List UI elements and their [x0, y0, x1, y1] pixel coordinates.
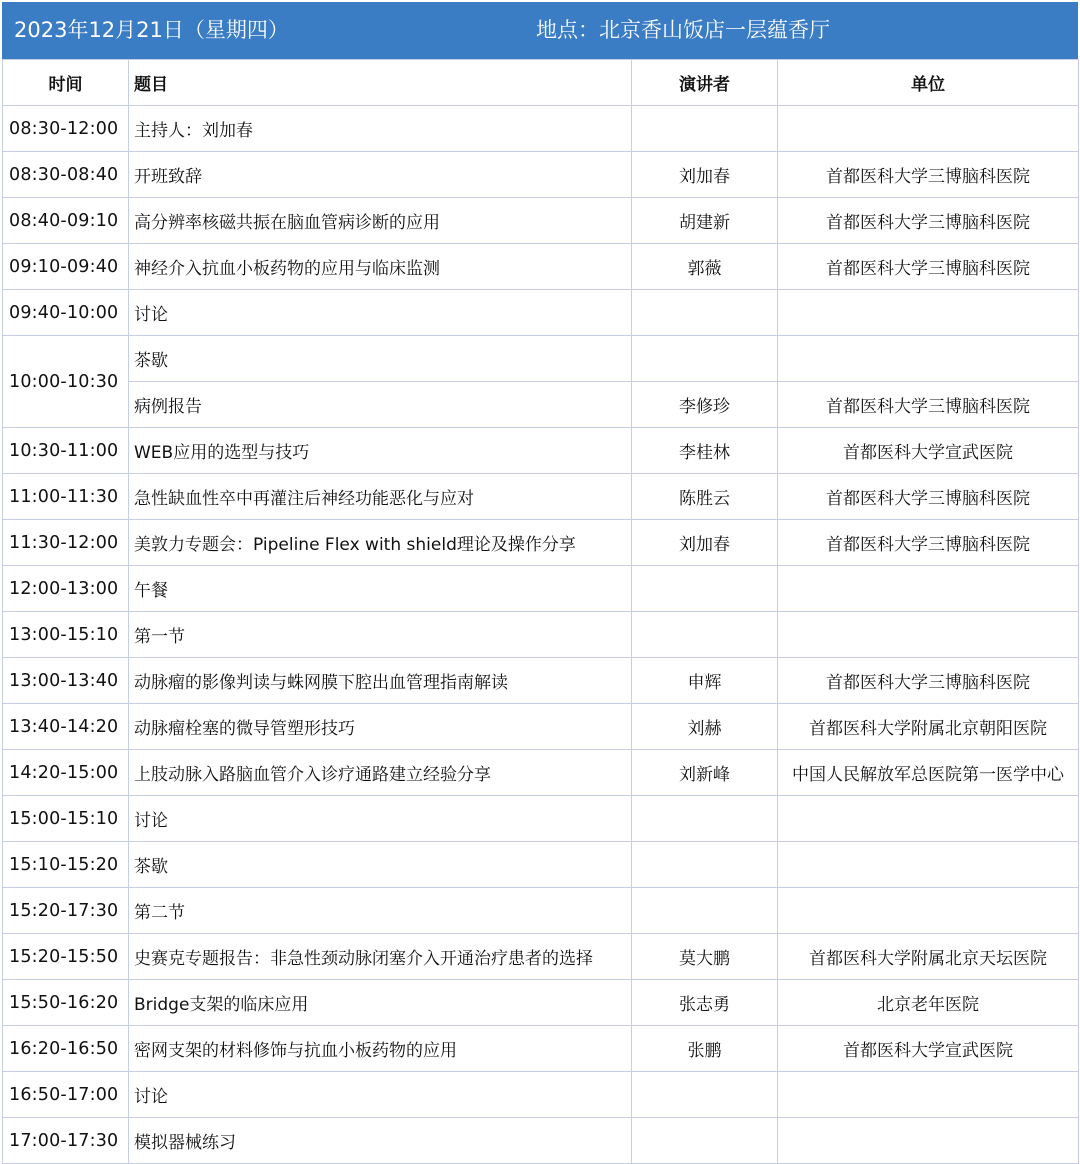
topic-cell: 上肢动脉入路脑血管介入诊疗通路建立经验分享 — [129, 750, 632, 796]
time-cell: 08:40-09:10 — [3, 198, 129, 244]
time-cell: 17:00-17:30 — [3, 1118, 129, 1164]
speaker-cell: 莫大鹏 — [632, 934, 778, 980]
unit-cell — [778, 796, 1079, 842]
topic-cell: 主持人：刘加春 — [129, 106, 632, 152]
topic-cell: 动脉瘤的影像判读与蛛网膜下腔出血管理指南解读 — [129, 658, 632, 704]
table-row — [3, 934, 1079, 980]
time-cell: 10:30-11:00 — [3, 428, 129, 474]
agenda-body — [3, 106, 1079, 1164]
header-banner — [2, 2, 1078, 59]
column-header-time: 时间 — [3, 60, 129, 106]
unit-cell: 首都医科大学三博脑科医院 — [778, 198, 1079, 244]
speaker-cell: 刘新峰 — [632, 750, 778, 796]
table-row — [3, 980, 1079, 1026]
table-row — [3, 474, 1079, 520]
unit-cell — [778, 106, 1079, 152]
table-row — [3, 750, 1079, 796]
speaker-cell — [632, 842, 778, 888]
unit-cell: 北京老年医院 — [778, 980, 1079, 1026]
time-cell: 13:00-13:40 — [3, 658, 129, 704]
table-row — [3, 198, 1079, 244]
topic-cell: 病例报告 — [129, 382, 632, 428]
topic-cell: 讨论 — [129, 1072, 632, 1118]
unit-cell — [778, 888, 1079, 934]
table-row — [3, 1026, 1079, 1072]
unit-cell: 首都医科大学三博脑科医院 — [778, 658, 1079, 704]
topic-cell: 史赛克专题报告：非急性颈动脉闭塞介入开通治疗患者的选择 — [129, 934, 632, 980]
topic-cell: 动脉瘤栓塞的微导管塑形技巧 — [129, 704, 632, 750]
unit-cell — [778, 1072, 1079, 1118]
time-cell: 14:20-15:00 — [3, 750, 129, 796]
speaker-cell — [632, 336, 778, 382]
topic-cell: 开班致辞 — [129, 152, 632, 198]
topic-cell: WEB应用的选型与技巧 — [129, 428, 632, 474]
topic-cell: 第二节 — [129, 888, 632, 934]
speaker-cell: 李桂林 — [632, 428, 778, 474]
time-cell: 12:00-13:00 — [3, 566, 129, 612]
table-row — [3, 244, 1079, 290]
time-cell: 16:50-17:00 — [3, 1072, 129, 1118]
speaker-cell: 郭薇 — [632, 244, 778, 290]
table-row — [3, 290, 1079, 336]
time-cell: 09:10-09:40 — [3, 244, 129, 290]
topic-cell: 茶歇 — [129, 336, 632, 382]
table-row — [3, 658, 1079, 704]
time-cell: 10:00-10:30 — [3, 336, 129, 428]
table-row — [3, 1072, 1079, 1118]
unit-cell: 首都医科大学三博脑科医院 — [778, 152, 1079, 198]
unit-cell: 中国人民解放军总医院第一医学中心 — [778, 750, 1079, 796]
time-cell: 15:00-15:10 — [3, 796, 129, 842]
unit-cell — [778, 566, 1079, 612]
time-cell: 11:00-11:30 — [3, 474, 129, 520]
speaker-cell — [632, 290, 778, 336]
unit-cell: 首都医科大学附属北京天坛医院 — [778, 934, 1079, 980]
unit-cell — [778, 842, 1079, 888]
agenda-table — [2, 59, 1079, 1164]
topic-cell: 讨论 — [129, 290, 632, 336]
speaker-cell — [632, 106, 778, 152]
table-row — [3, 888, 1079, 934]
speaker-cell: 申辉 — [632, 658, 778, 704]
topic-cell: 茶歇 — [129, 842, 632, 888]
topic-cell: 美敦力专题会：Pipeline Flex with shield理论及操作分享 — [129, 520, 632, 566]
speaker-cell — [632, 888, 778, 934]
speaker-cell — [632, 566, 778, 612]
topic-cell: 午餐 — [129, 566, 632, 612]
topic-cell: 密网支架的材料修饰与抗血小板药物的应用 — [129, 1026, 632, 1072]
topic-cell: 神经介入抗血小板药物的应用与临床监测 — [129, 244, 632, 290]
topic-cell: 第一节 — [129, 612, 632, 658]
unit-cell: 首都医科大学三博脑科医院 — [778, 520, 1079, 566]
speaker-cell — [632, 612, 778, 658]
table-row — [3, 612, 1079, 658]
time-cell: 15:10-15:20 — [3, 842, 129, 888]
unit-cell — [778, 336, 1079, 382]
table-row — [3, 428, 1079, 474]
speaker-cell — [632, 1072, 778, 1118]
speaker-cell: 陈胜云 — [632, 474, 778, 520]
table-row — [3, 520, 1079, 566]
unit-cell — [778, 290, 1079, 336]
topic-cell: 模拟器械练习 — [129, 1118, 632, 1164]
time-cell: 16:20-16:50 — [3, 1026, 129, 1072]
topic-cell: Bridge支架的临床应用 — [129, 980, 632, 1026]
table-row — [3, 842, 1079, 888]
time-cell: 11:30-12:00 — [3, 520, 129, 566]
column-header-unit: 单位 — [778, 60, 1079, 106]
table-row — [3, 106, 1079, 152]
speaker-cell: 张鹏 — [632, 1026, 778, 1072]
unit-cell: 首都医科大学附属北京朝阳医院 — [778, 704, 1079, 750]
table-row — [3, 336, 1079, 382]
speaker-cell: 刘赫 — [632, 704, 778, 750]
speaker-cell: 刘加春 — [632, 520, 778, 566]
time-cell: 15:20-15:50 — [3, 934, 129, 980]
unit-cell: 首都医科大学三博脑科医院 — [778, 474, 1079, 520]
unit-cell: 首都医科大学三博脑科医院 — [778, 244, 1079, 290]
time-cell: 08:30-08:40 — [3, 152, 129, 198]
table-row — [3, 382, 1079, 428]
time-cell: 15:20-17:30 — [3, 888, 129, 934]
time-cell: 15:50-16:20 — [3, 980, 129, 1026]
table-row — [3, 566, 1079, 612]
unit-cell: 首都医科大学宣武医院 — [778, 428, 1079, 474]
time-cell: 08:30-12:00 — [3, 106, 129, 152]
speaker-cell — [632, 796, 778, 842]
header-date: 2023年12月21日（星期四） — [14, 18, 289, 42]
unit-cell — [778, 612, 1079, 658]
topic-cell: 讨论 — [129, 796, 632, 842]
topic-cell: 高分辨率核磁共振在脑血管病诊断的应用 — [129, 198, 632, 244]
table-row — [3, 796, 1079, 842]
column-header-topic: 题目 — [129, 60, 632, 106]
speaker-cell: 李修珍 — [632, 382, 778, 428]
speaker-cell: 胡建新 — [632, 198, 778, 244]
unit-cell: 首都医科大学三博脑科医院 — [778, 382, 1079, 428]
table-row — [3, 152, 1079, 198]
time-cell: 13:00-15:10 — [3, 612, 129, 658]
speaker-cell: 刘加春 — [632, 152, 778, 198]
topic-cell: 急性缺血性卒中再灌注后神经功能恶化与应对 — [129, 474, 632, 520]
header-location: 地点：北京香山饭店一层蕴香厅 — [536, 18, 830, 42]
speaker-cell: 张志勇 — [632, 980, 778, 1026]
table-header-row — [3, 60, 1079, 106]
time-cell: 09:40-10:00 — [3, 290, 129, 336]
time-cell: 13:40-14:20 — [3, 704, 129, 750]
column-header-speaker: 演讲者 — [632, 60, 778, 106]
table-row — [3, 704, 1079, 750]
unit-cell: 首都医科大学宣武医院 — [778, 1026, 1079, 1072]
